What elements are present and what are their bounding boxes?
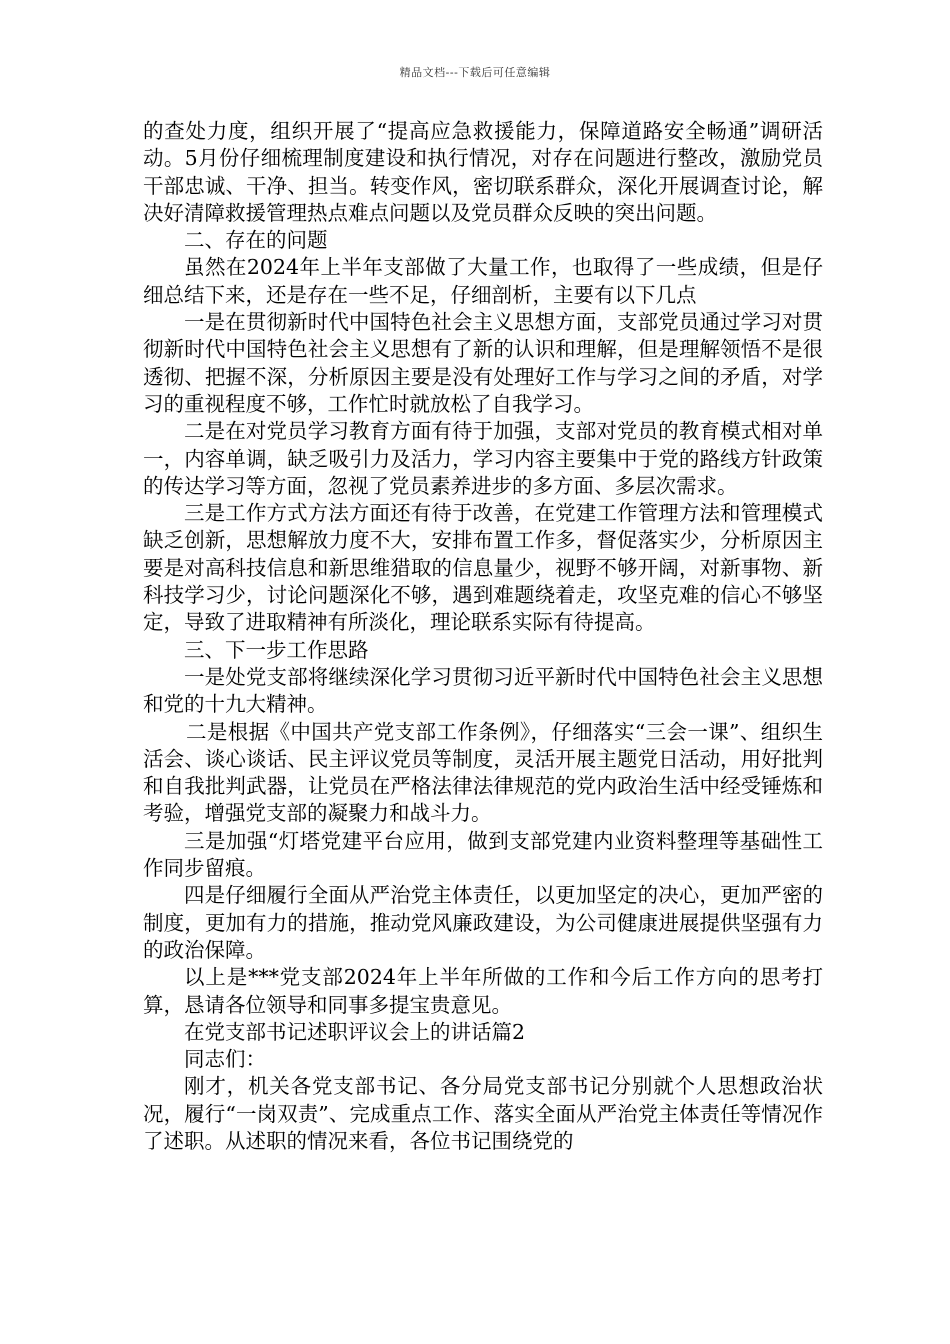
paragraph-1: 的查处力度，组织开展了“提高应急救援能力，保障道路安全畅通”调研活动。5月份仔细梳理制度建设和执行情况，对存在问题进行整改，激励党员干部忠诚、干净、担当。转变作风，密切联系群众，深化开展调查讨论，解决好清障救援管理热点难点问题以及党员群众反映的突出问题。 [143,119,823,225]
paragraph-6: 一是处党支部将继续深化学习贯彻习近平新时代中国特色社会主义思想和党的十九大精神。 [143,664,823,717]
heading-problems: 二、存在的问题 [184,228,328,253]
paragraph-3: 一是在贯彻新时代中国特色社会主义思想方面，支部党员通过学习对贯彻新时代中国特色社会主义思想有了新的认识和理解，但是理解领悟不是很透彻、把握不深，分析原因主要是没有处理好工作与学习之间的矛盾，对学习的重视程度不够，工作忙时就放松了自我学习。 [143,310,823,416]
paragraph-9: 四是仔细履行全面从严治党主体责任，以更加坚定的决心，更加严密的制度，更加有力的措施，推动党风廉政建设，为公司健康进展提供坚强有力的政治保障。 [143,883,823,962]
page-header: 精品文档---下载后可任意编辑 [399,66,551,79]
document-body [143,118,823,1155]
paragraph-5: 三是工作方式方法方面还有待于改善，在党建工作管理方法和管理模式缺乏创新，思想解放力度不大，安排布置工作多，督促落实少，分析原因主要是对高科技信息和新思维猎取的信息量少，视野不够开阔，对新事物、新科技学习少，讨论问题深化不够，遇到难题绕着走，攻坚克难的信心不够坚定，导致了进取精神有所淡化，理论联系实际有待提高。 [143,501,823,635]
paragraph-11: 刚才，机关各党支部书记、各分局党支部书记分别就个人思想政治状况，履行“一岗双责”、完成重点工作、落实全面从严治党主体责任等情况作了述职。从述职的情况来看，各位书记围绕党的 [143,1074,823,1153]
paragraph-7: 二是根据《中国共产党支部工作条例》，仔细落实“三会一课”、组织生活会、谈心谈话、民主评议党员等制度，灵活开展主题党日活动，用好批判和自我批判武器，让党员在严格法律法律规范的党内政治生活中经受锤炼和考验，增强党支部的凝聚力和战斗力。 [143,719,823,826]
paragraph-10: 以上是***党支部2024年上半年所做的工作和今后工作方向的思考打算，恳请各位领导和同事多提宝贵意见。 [143,965,823,1017]
section-title-part-2: 在党支部书记述职评议会上的讲话篇2 [184,1019,526,1044]
heading-next-steps: 三、下一步工作思路 [184,637,369,662]
salutation: 同志们： [184,1047,266,1072]
paragraph-4: 二是在对党员学习教育方面有待于加强，支部对党员的教育模式相对单一，内容单调，缺乏吸引力及活力，学习内容主要集中于党的路线方针政策的传达学习等方面，忽视了党员素养进步的多方面、多层次需求。 [143,419,823,498]
paragraph-2: 虽然在2024年上半年支部做了大量工作，也取得了一些成绩，但是仔细总结下来，还是存在一些不足，仔细剖析，主要有以下几点 [143,255,823,307]
paragraph-8: 三是加强“灯塔党建平台应用，做到支部党建内业资料整理等基础性工作同步留痕。 [143,828,823,881]
